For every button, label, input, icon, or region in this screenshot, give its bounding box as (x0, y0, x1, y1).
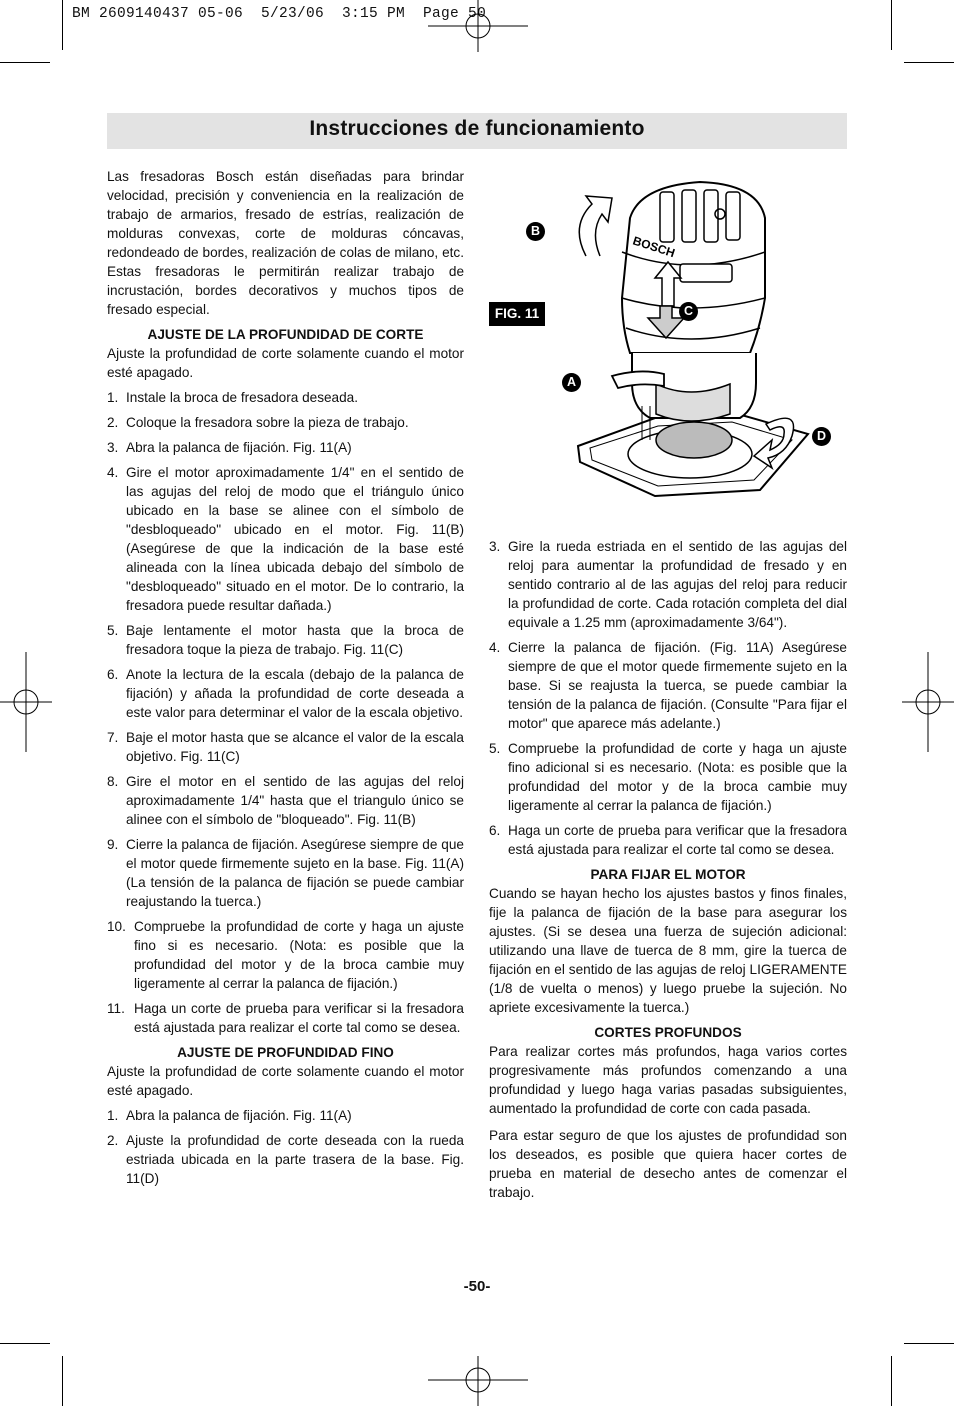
step-text: Abra la palanca de fijación. Fig. 11(A) (126, 440, 352, 455)
step-text: Compruebe la profundidad de corte y haga un ajuste fino si es necesario. (Nota: es posible que la profundidad del motor y de la broca cambie muy ligeramente al cerrar la palanca de fijación.) (134, 919, 464, 991)
motor-housing (622, 182, 765, 353)
list-item (489, 821, 847, 859)
registration-mark-left (0, 652, 52, 752)
crop-mark (62, 0, 63, 50)
step-text: Coloque la fresadora sobre la pieza de trabajo. (126, 415, 409, 430)
step-text: Gire el motor aproximadamente 1/4" en el sentido de las agujas del reloj de modo que el triángulo único ubicado en la base se alinee con el símbolo de "desbloqueado" ubicado en el motor. Fig. 11(B) (Asegúrese de que la indicación de la base esté alineada con la línea ubicada debajo del símbolo de "desbloqueado" situado en el motor. De lo contrario, la fresadora puede resultar dañada.) (126, 465, 464, 613)
list-item (107, 438, 464, 457)
step-text: Cierre la palanca de fijación. Asegúrese siempre de que el motor quede firmemente sujeto en la base. Fig. 11(A) (La tensión de la palanca de fijación se puede cambiar reajustando la tuerca.) (126, 837, 464, 909)
step-number: 5. (107, 623, 119, 638)
step-text: Haga un corte de prueba para verificar si la fresadora está ajustada para realizar el corte tal como se desea. (134, 1001, 464, 1035)
step-number: 4. (489, 640, 501, 655)
step-text: Haga un corte de prueba para verificar que la fresadora está ajustada para realizar el corte tal como se desea. (508, 823, 847, 857)
step-text: Cierre la palanca de fijación. (Fig. 11A) Asegúrese siempre de que el motor quede firmemente sujeto en la base. Si se reajusta la tuerca, se puede cambiar la tensión de la palanca de fijación. (Consulte "Para fijar el motor" que aparece más adelante.) (508, 640, 847, 731)
deep-cuts-paragraph: Para realizar cortes más profundos, haga varios cortes progresivamente más profundos comenzando a una profundidad y luego haga varias pasadas subsiguientes, aumentado la profundidad de corte con cada pasada. (489, 1044, 847, 1116)
list-item (107, 728, 464, 766)
brand-logo: BOSCH (631, 233, 677, 261)
list-item (107, 413, 464, 432)
step-text: Abra la palanca de fijación. Fig. 11(A) (126, 1108, 352, 1123)
router-illustration (560, 178, 822, 526)
step-number: 11. (107, 1001, 125, 1016)
left-column (107, 167, 464, 1194)
print-slug: BM 2609140437 05-06 5/23/06 3:15 PM Page 50 (72, 6, 487, 22)
section-heading-fine: AJUSTE DE PROFUNDIDAD FINO (177, 1045, 394, 1060)
list-item (107, 917, 464, 993)
list-item (107, 999, 464, 1037)
list-item (107, 1106, 464, 1125)
registration-mark-top (428, 0, 528, 52)
step-number: 10. (107, 919, 126, 934)
step-text: Baje el motor hasta que se alcance el valor de la escala objetivo. Fig. 11(C) (126, 730, 464, 764)
list-item (107, 772, 464, 829)
step-text: Baje lentamente el motor hasta que la broca de fresadora toque la pieza de trabajo. Fig. 11(C) (126, 623, 464, 657)
step-text: Compruebe la profundidad de corte y haga un ajuste fino adicional si es necesario. (Nota: es posible que la profundidad del motor y de la broca cambie muy ligeramente al cerrar la palanca de fijación.) (508, 741, 847, 813)
right-column (489, 537, 847, 1208)
step-text: Anote la lectura de la escala (debajo de la palanca de fijación) y añada la profundidad de corte deseada a este valor para determinar el valor de la escala objetivo. (126, 667, 464, 720)
crop-mark (891, 1356, 892, 1406)
depth-intro: Ajuste la profundidad de corte solamente cuando el motor esté apagado. (107, 346, 464, 380)
fix-motor-paragraph: Cuando se hayan hecho los ajustes bastos y finos finales, fije la palanca de fijación de la base para asegurar los ajustes. (Si se desea una fuerza de sujeción adicional: utilizando una llave de tuerca de 8 mm, gire la tuerca de fijación en el sentido de las agujas de reloj LIGERAMENTE (1/8 de vuelta o menos) y luego pruebe la sujeción. No apriete excesivamente la tuerca.) (489, 886, 847, 1015)
registration-mark-bottom (428, 1356, 528, 1406)
crop-mark (62, 1356, 63, 1406)
intro-paragraph: Las fresadoras Bosch están diseñadas para brindar velocidad, precisión y conveniencia en la realización de trabajo de armarios, fresado de estrías, realización de molduras convexas, corte de molduras cóncavas, redondeado de bordes, realización de colas de milano, etc. Estas fresadoras le permitirán realizar trabajo de incrustación, bordes decorativos y muchos tipos de fresado especial. (107, 169, 464, 317)
step-number: 1. (107, 390, 119, 405)
step-number: 2. (107, 415, 119, 430)
step-text: Ajuste la profundidad de corte deseada con la rueda estriada ubicada en la parte trasera de la base. Fig. 11(D) (126, 1133, 464, 1186)
step-text: Gire la rueda estriada en el sentido de las agujas del reloj para aumentar la profundidad de fresado y en sentido contrario al de las agujas del reloj para reducir la profundidad de corte. Cada rotación completa del dial equivale a 1.25 mm (aproximadamente 3/64"). (508, 539, 847, 630)
step-number: 9. (107, 837, 119, 852)
title-bar (107, 113, 847, 149)
fine-steps-continued (489, 537, 847, 859)
test-cuts-paragraph: Para estar seguro de que los ajustes de profundidad son los deseados, es posible que quiera hacer cortes de prueba en material de desecho antes de comenzar el trabajo. (489, 1128, 847, 1200)
registration-mark-right (902, 652, 954, 752)
list-item (107, 463, 464, 615)
step-text: Instale la broca de fresadora deseada. (126, 390, 359, 405)
fine-intro: Ajuste la profundidad de corte solamente cuando el motor esté apagado. (107, 1064, 464, 1098)
crop-mark (904, 1343, 954, 1344)
callout-d: D (812, 427, 831, 446)
depth-steps (107, 388, 464, 1037)
rotate-arrow-icon (579, 196, 612, 256)
section-heading-depth: AJUSTE DE LA PROFUNDIDAD DE CORTE (147, 327, 424, 342)
step-number: 1. (107, 1108, 119, 1123)
page-number: -50- (463, 1278, 491, 1295)
section-heading-deep-cuts: CORTES PROFUNDOS (594, 1025, 742, 1040)
crop-mark (0, 1343, 50, 1344)
step-number: 2. (107, 1133, 119, 1148)
crop-mark (904, 62, 954, 63)
list-item (107, 835, 464, 911)
callout-a: A (562, 373, 581, 392)
step-number: 4. (107, 465, 119, 480)
list-item (107, 388, 464, 407)
clamp-lever (612, 371, 664, 388)
list-item (489, 537, 847, 632)
step-number: 5. (489, 741, 501, 756)
callout-b: B (526, 222, 545, 241)
step-number: 8. (107, 774, 119, 789)
crop-mark (0, 62, 50, 63)
step-number: 3. (107, 440, 119, 455)
callout-c: C (679, 302, 698, 321)
list-item (107, 621, 464, 659)
list-item (107, 1131, 464, 1188)
step-number: 6. (107, 667, 119, 682)
list-item (107, 665, 464, 722)
step-number: 6. (489, 823, 501, 838)
list-item (489, 739, 847, 815)
figure-label: FIG. 11 (489, 302, 545, 326)
fine-steps (107, 1106, 464, 1188)
step-text: Gire el motor en el sentido de las agujas del reloj aproximadamente 1/4" hasta que el triangulo único se alinee con el símbolo de "bloqueado". Fig. 11(B) (126, 774, 464, 827)
section-heading-fix-motor: PARA FIJAR EL MOTOR (590, 867, 746, 882)
step-number: 7. (107, 730, 119, 745)
crop-mark (891, 0, 892, 50)
step-number: 3. (489, 539, 501, 554)
page-title: Instrucciones de funcionamiento (309, 117, 645, 140)
list-item (489, 638, 847, 733)
